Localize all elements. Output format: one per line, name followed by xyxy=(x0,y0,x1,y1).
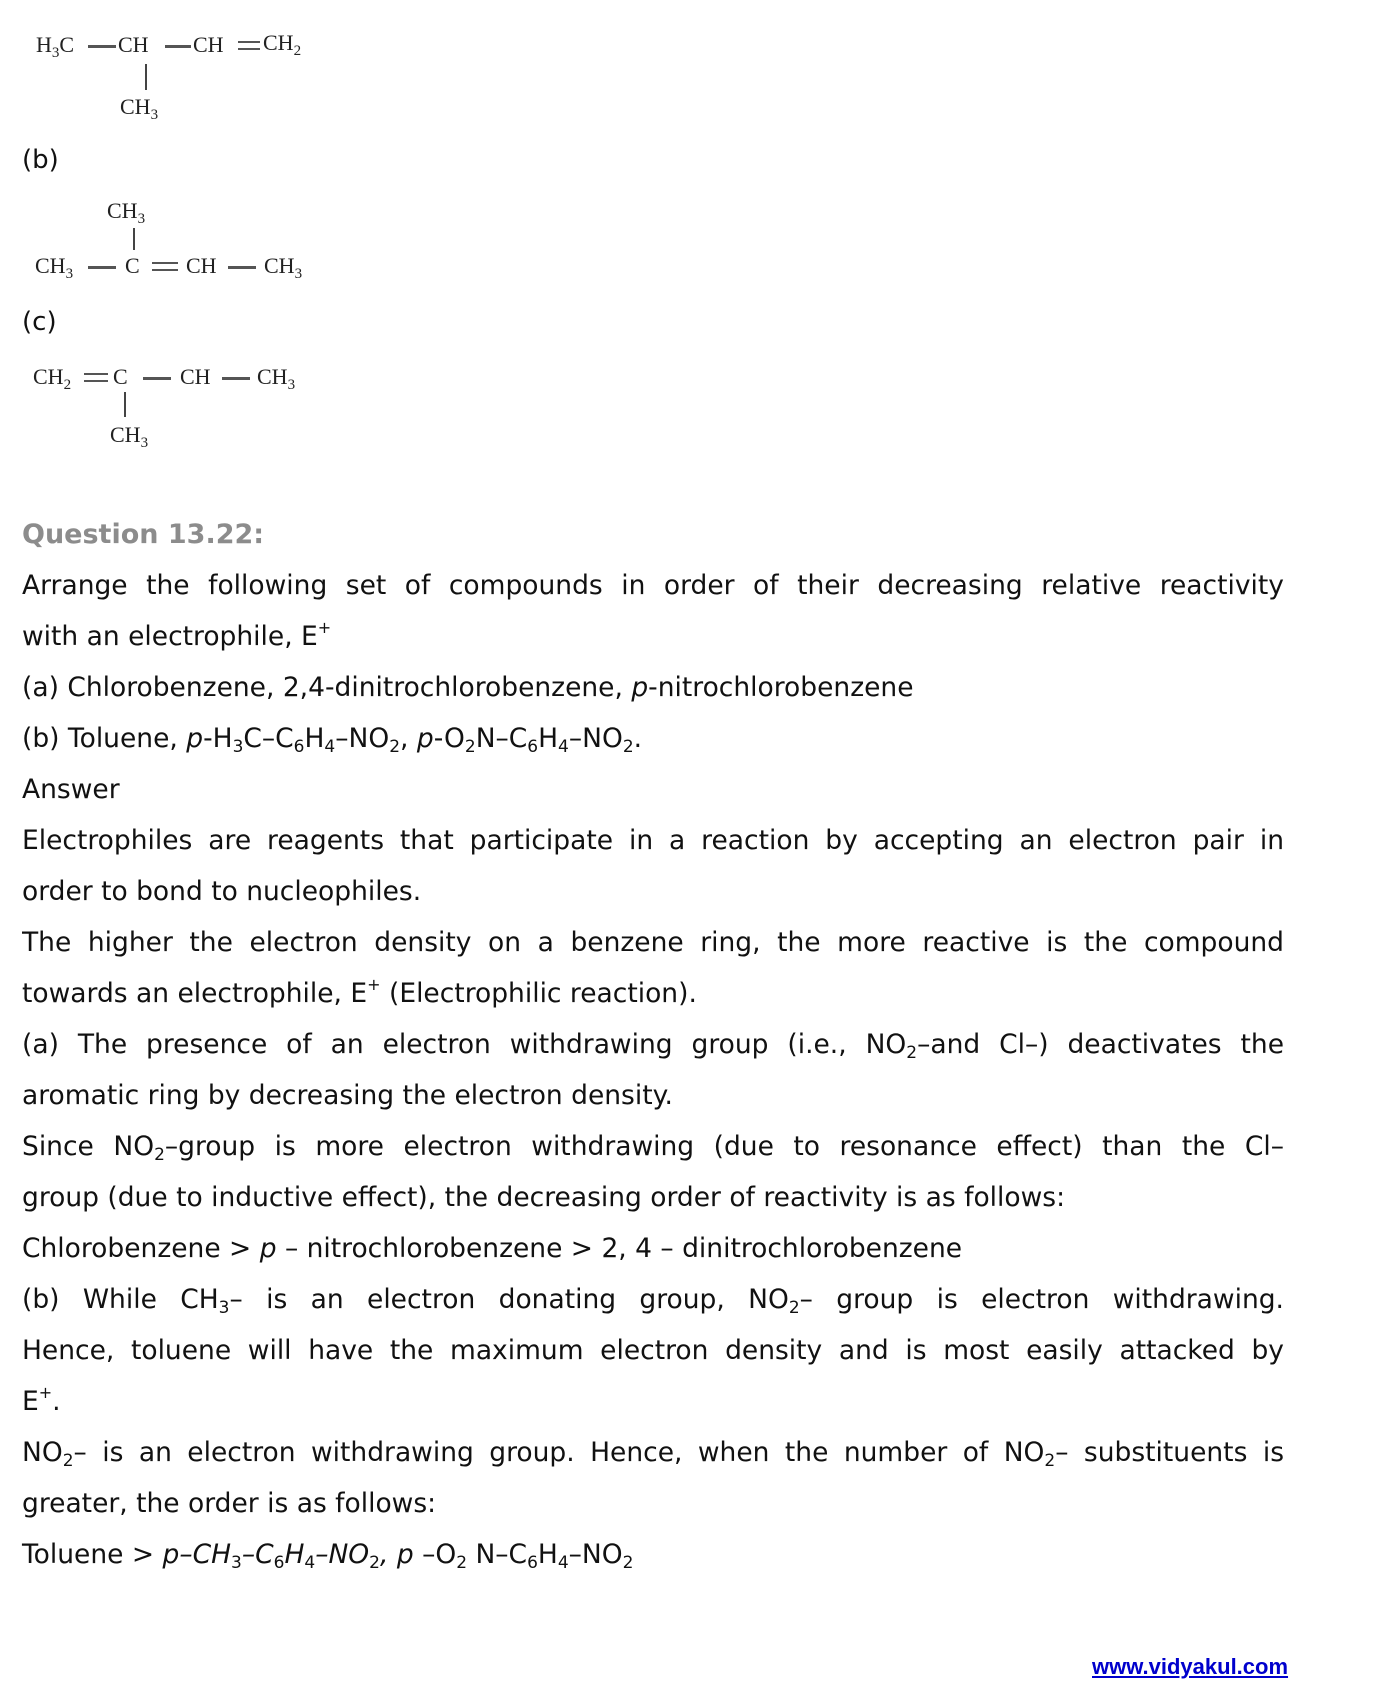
answer-paragraph-line: order to bond to nucleophiles. xyxy=(22,876,422,907)
atom-ch: CH xyxy=(118,32,149,57)
atom-text: H xyxy=(36,32,52,57)
formula-run: –NO xyxy=(568,1539,623,1570)
subscript: 3 xyxy=(218,1298,230,1318)
text-run: Since NO xyxy=(22,1131,155,1162)
atom-ch: CH xyxy=(186,253,217,278)
atom-text: CH xyxy=(35,253,66,278)
atom-ch3 xyxy=(257,364,296,393)
atom-c: C xyxy=(125,253,140,278)
subscript: 4 xyxy=(558,737,569,757)
atom-text: C xyxy=(59,32,75,57)
formula-run: , xyxy=(400,723,417,754)
branch-bond xyxy=(124,392,126,417)
formula-run: C–C xyxy=(243,723,294,754)
text-run: -nitrochlorobenzene xyxy=(648,672,914,703)
text-run: – is an electron withdrawing group. Hence, when the number of NO xyxy=(73,1437,1045,1468)
formula-run: –NO xyxy=(335,723,390,754)
text-run: (b) While CH xyxy=(22,1284,219,1315)
question-part-a xyxy=(22,662,1284,713)
atom-sub: 3 xyxy=(65,266,74,282)
atom-ch3-top xyxy=(107,198,146,227)
italic-run: p xyxy=(186,723,204,754)
single-bond xyxy=(143,377,171,380)
text-run: Toluene > xyxy=(22,1539,163,1570)
formula-run: H xyxy=(537,1539,558,1570)
formula-run: . xyxy=(633,723,643,754)
formula-run: N–C xyxy=(475,723,528,754)
answer-paragraph-line xyxy=(22,1274,1284,1325)
atom-ch3-branch xyxy=(110,422,149,451)
formula-run: -H xyxy=(203,723,233,754)
atom-ch3-branch xyxy=(120,94,159,123)
italic-run: p xyxy=(259,1233,277,1264)
subscript: 2 xyxy=(1044,1451,1056,1471)
text-run: – is an electron donating group, NO xyxy=(229,1284,789,1315)
italic-run: p xyxy=(631,672,649,703)
italic-run: p xyxy=(396,1539,414,1570)
single-bond xyxy=(165,45,191,48)
question-prompt-line: Arrange the following set of compounds in order of their decreasing relative reactivity xyxy=(22,570,1284,601)
answer-paragraph-line: The higher the electron density on a benzene ring, the more reactive is the compound xyxy=(22,927,1284,958)
answer-paragraph-line xyxy=(22,968,1284,1019)
atom-text: CH xyxy=(263,30,294,55)
double-bond xyxy=(238,41,260,50)
double-bond xyxy=(84,373,108,382)
formula-run: N–C xyxy=(467,1539,528,1570)
branch-bond xyxy=(133,228,135,250)
atom-ch: CH xyxy=(180,364,211,389)
answer-order-a xyxy=(22,1223,1284,1274)
branch-bond xyxy=(145,64,147,90)
formula-run: , xyxy=(379,1539,397,1570)
text-run: with an electrophile, E xyxy=(22,621,318,652)
formula-run: H xyxy=(304,723,325,754)
formula-run: –O xyxy=(413,1539,457,1570)
subscript: 3 xyxy=(231,1553,242,1573)
document-body xyxy=(22,509,1284,1580)
single-bond xyxy=(88,266,116,269)
subscript: 2 xyxy=(906,1043,918,1063)
question-prompt-line xyxy=(22,611,1284,662)
subscript: 4 xyxy=(324,737,336,757)
atom-ch2 xyxy=(33,364,72,393)
formula-run: H xyxy=(284,1539,305,1570)
subscript: 2 xyxy=(62,1451,74,1471)
atom-h3c xyxy=(36,32,75,61)
superscript: + xyxy=(317,618,332,637)
subscript: 6 xyxy=(273,1553,285,1573)
text-run: NO xyxy=(22,1437,63,1468)
formula-run: –NO xyxy=(568,723,623,754)
text-run: (a) Chlorobenzene, 2,4-dinitrochlorobenzene, xyxy=(22,672,632,703)
subscript: 4 xyxy=(557,1553,569,1573)
answer-paragraph-line xyxy=(22,1376,1284,1427)
formula-run: –C xyxy=(241,1539,274,1570)
subscript: 6 xyxy=(527,737,539,757)
atom-sub: 2 xyxy=(63,377,72,393)
atom-text: CH xyxy=(257,364,288,389)
text-run: Chlorobenzene > xyxy=(22,1233,260,1264)
answer-paragraph-line: greater, the order is as follows: xyxy=(22,1488,437,1519)
subscript: 6 xyxy=(527,1553,538,1573)
question-title xyxy=(22,509,1284,560)
answer-paragraph-line xyxy=(22,1019,1284,1070)
atom-ch3 xyxy=(264,253,303,282)
subscript: 2 xyxy=(369,1553,380,1573)
text-run: (a) The presence of an electron withdrawing group (i.e., NO xyxy=(22,1029,907,1060)
answer-paragraph-line: Hence, toluene will have the maximum electron density and is most easily attacked by xyxy=(22,1335,1284,1366)
text-run: (Electrophilic reaction). xyxy=(380,978,697,1009)
subscript: 4 xyxy=(304,1553,316,1573)
atom-sub: 3 xyxy=(287,377,296,393)
atom-sub: 3 xyxy=(140,435,149,451)
label-b: (b) xyxy=(22,145,59,175)
label-c: (c) xyxy=(22,307,57,337)
structure-c xyxy=(0,360,340,470)
atom-sub: 3 xyxy=(137,211,146,227)
subscript: 2 xyxy=(622,1553,634,1573)
answer-paragraph-line: Electrophiles are reagents that participate in a reaction by accepting an electron pair in xyxy=(22,825,1284,856)
atom-ch2 xyxy=(263,30,302,59)
text-run: E xyxy=(22,1386,39,1417)
atom-text: CH xyxy=(120,94,151,119)
answer-paragraph-line: group (due to inductive effect), the decreasing order of reactivity is as follows: xyxy=(22,1182,1066,1213)
superscript: + xyxy=(38,1383,53,1402)
text-run: – group is electron withdrawing. xyxy=(799,1284,1284,1315)
answer-order-b xyxy=(22,1529,1284,1580)
double-bond xyxy=(152,262,178,271)
single-bond xyxy=(228,266,256,269)
text-run: –group is more electron withdrawing (due to resonance effect) than the Cl– xyxy=(164,1131,1284,1162)
answer-paragraph-line xyxy=(22,1121,1284,1172)
text-run: . xyxy=(52,1386,61,1417)
question-title-text: Question 13.22: xyxy=(22,519,265,550)
answer-paragraph-line xyxy=(22,1427,1284,1478)
structure-a xyxy=(0,0,340,130)
formula-run: H xyxy=(538,723,559,754)
text-run: – substituents is xyxy=(1055,1437,1284,1468)
superscript: + xyxy=(367,975,381,994)
atom-text: CH xyxy=(107,198,138,223)
subscript: 2 xyxy=(622,737,634,757)
subscript: 6 xyxy=(293,737,305,757)
text-run: towards an electrophile, E xyxy=(22,978,368,1009)
atom-sub: 3 xyxy=(294,266,303,282)
atom-sub: 3 xyxy=(150,107,159,123)
atom-sub: 2 xyxy=(293,43,302,59)
text-run: – nitrochlorobenzene > 2, 4 – dinitrochlorobenzene xyxy=(276,1233,963,1264)
atom-ch: CH xyxy=(193,32,224,57)
atom-text: CH xyxy=(110,422,141,447)
text-run: (b) Toluene, xyxy=(22,723,187,754)
text-run: –and Cl–) deactivates the xyxy=(917,1029,1284,1060)
subscript: 2 xyxy=(464,737,476,757)
answer-heading: Answer xyxy=(22,774,120,805)
vidyakul-link[interactable]: www.vidyakul.com xyxy=(1092,1654,1289,1679)
subscript: 2 xyxy=(788,1298,800,1318)
subscript: 2 xyxy=(456,1553,468,1573)
answer-paragraph-line: aromatic ring by decreasing the electron density. xyxy=(22,1080,673,1111)
structure-b xyxy=(0,190,340,300)
italic-run: p xyxy=(416,723,434,754)
atom-c: C xyxy=(113,364,128,389)
atom-ch3 xyxy=(35,253,74,282)
atom-sub: 3 xyxy=(51,45,60,61)
atom-text: CH xyxy=(33,364,64,389)
single-bond xyxy=(222,377,250,380)
formula-run: -O xyxy=(433,723,465,754)
italic-run: p xyxy=(162,1539,180,1570)
subscript: 3 xyxy=(232,737,244,757)
formula-run: –NO xyxy=(315,1539,370,1570)
question-part-b xyxy=(22,713,1284,764)
subscript: 2 xyxy=(389,737,401,757)
formula-run: –CH xyxy=(179,1539,232,1570)
atom-text: CH xyxy=(264,253,295,278)
subscript: 2 xyxy=(154,1145,165,1165)
single-bond xyxy=(88,45,116,48)
